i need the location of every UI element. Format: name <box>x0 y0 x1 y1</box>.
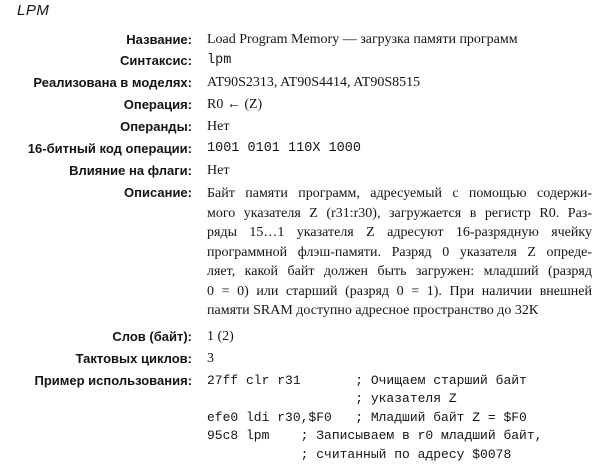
description-label: Описание: <box>124 185 192 200</box>
example-label: Пример использования: <box>34 373 192 388</box>
operands-value: Нет <box>207 119 230 134</box>
name-label: Название: <box>126 32 192 47</box>
description-line: мого указателя Z (r31:r30), загружается в регистр R0. Раз- <box>207 205 592 221</box>
code-line: efe0 ldi r30,$F0 ; Младший байт Z = $F0 <box>207 409 527 425</box>
description-line: 0 = 0) или старший (разряд 0 = 1). При наличии внешней <box>207 283 592 299</box>
opcode-value: 1001 0101 110X 1000 <box>207 141 361 156</box>
cycles-value: 3 <box>207 351 214 366</box>
flags-label: Влияние на флаги: <box>69 163 192 178</box>
example-code <box>207 372 542 464</box>
code-line: 27ff clr r31 ; Очищаем старший байт <box>207 373 527 388</box>
code-line: ; указателя Z <box>207 391 457 407</box>
models-label: Реализована в моделях: <box>33 75 192 90</box>
instruction-title: LPM <box>17 2 50 19</box>
code-line: ; считанный по адресу $0078 <box>207 446 512 462</box>
name-value: Load Program Memory — загрузка памяти программ <box>207 32 518 47</box>
syntax-label: Синтаксис: <box>120 53 192 68</box>
words-label: Слов (байт): <box>112 329 192 344</box>
description-line: памяти SRAM доступно адресное пространство до 32К <box>207 303 539 318</box>
operands-label: Операнды: <box>120 119 192 134</box>
description-line: Байт памяти программ, адресуемый с помощью содержи- <box>207 186 592 201</box>
words-value: 1 (2) <box>207 329 234 344</box>
code-line: 95c8 lpm ; Записываем в r0 младший байт, <box>207 428 543 444</box>
description-line: программной флэш-памяти. Разряд 0 указателя Z опреде- <box>207 244 592 260</box>
syntax-value: lpm <box>207 53 232 68</box>
operation-label: Операция: <box>123 97 192 112</box>
operation-value: R0 ← (Z) <box>207 97 263 112</box>
description-line: ряды 15…1 указателя Z адресуют 16-разрядную ячейку <box>207 225 592 240</box>
cycles-label: Тактовых циклов: <box>75 351 192 366</box>
models-value: AT90S2313, AT90S4414, AT90S8515 <box>207 75 421 90</box>
description-line: ляет, какой байт должен быть загружен: младший (разряд <box>207 264 592 279</box>
flags-value: Нет <box>207 163 230 178</box>
description-text <box>207 184 592 321</box>
opcode-label: 16-битный код операции: <box>27 141 192 156</box>
